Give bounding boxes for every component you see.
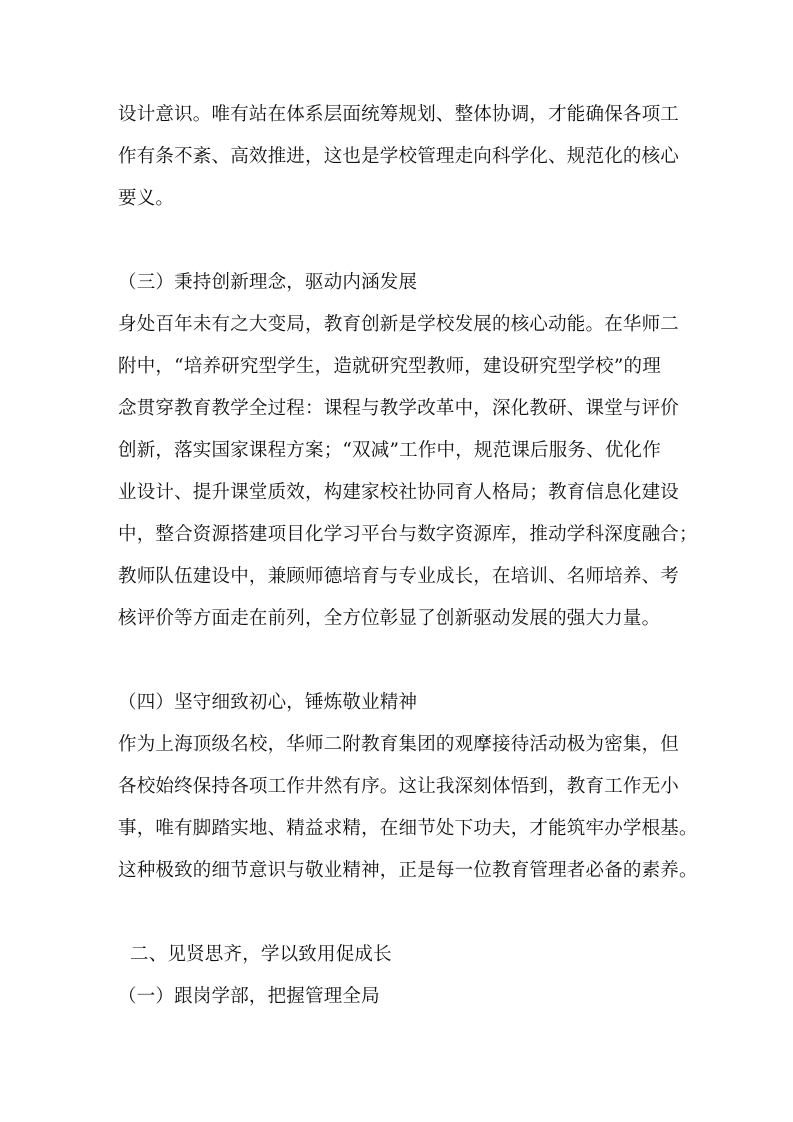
body-text-line: 这种极致的细节意识与敬业精神，正是每一位教育管理者必备的素养。 <box>118 860 698 881</box>
body-text-line: 身处百年未有之大变局，教育创新是学校发展的核心动能。在华师二 <box>118 314 680 335</box>
body-text-line: 创新，落实国家课程方案；“双减”工作中，规范课后服务、优化作 <box>118 440 661 461</box>
body-text-line: 核评价等方面走在前列，全方位彰显了创新驱动发展的强大力量。 <box>118 608 661 629</box>
body-text-line: 各校始终保持各项工作井然有序。这让我深刻体悟到，教育工作无小 <box>118 776 680 797</box>
section-title: 二、见贤思齐，学以致用促成长 <box>130 944 392 965</box>
body-text-line: 作有条不紊、高效推进，这也是学校管理走向科学化、规范化的核心 <box>118 146 680 167</box>
subsection-heading: （四）坚守细致初心，锤炼敬业精神 <box>118 692 418 713</box>
body-text-line: 作为上海顶级名校，华师二附教育集团的观摩接待活动极为密集，但 <box>118 734 680 755</box>
subsection-heading: （一）跟岗学部，把握管理全局 <box>118 986 380 1007</box>
body-text-line: 业设计、提升课堂质效，构建家校社协同育人格局；教育信息化建设 <box>118 482 680 503</box>
body-text-line: 附中，“培养研究型学生，造就研究型教师，建设研究型学校”的理 <box>118 356 661 377</box>
subsection-heading: （三）秉持创新理念，驱动内涵发展 <box>118 272 418 293</box>
body-text-line: 设计意识。唯有站在体系层面统筹规划、整体协调，才能确保各项工 <box>118 104 680 125</box>
body-text-line: 要义。 <box>118 188 175 209</box>
body-text-line: 教师队伍建设中，兼顾师德培育与专业成长，在培训、名师培养、考 <box>118 566 680 587</box>
body-text-line: 念贯穿教育教学全过程：课程与教学改革中，深化教研、课堂与评价 <box>118 398 680 419</box>
body-text-line: 事，唯有脚踏实地、精益求精，在细节处下功夫，才能筑牢办学根基。 <box>118 818 698 839</box>
body-text-line: 中，整合资源搭建项目化学习平台与数字资源库，推动学科深度融合； <box>118 524 698 545</box>
